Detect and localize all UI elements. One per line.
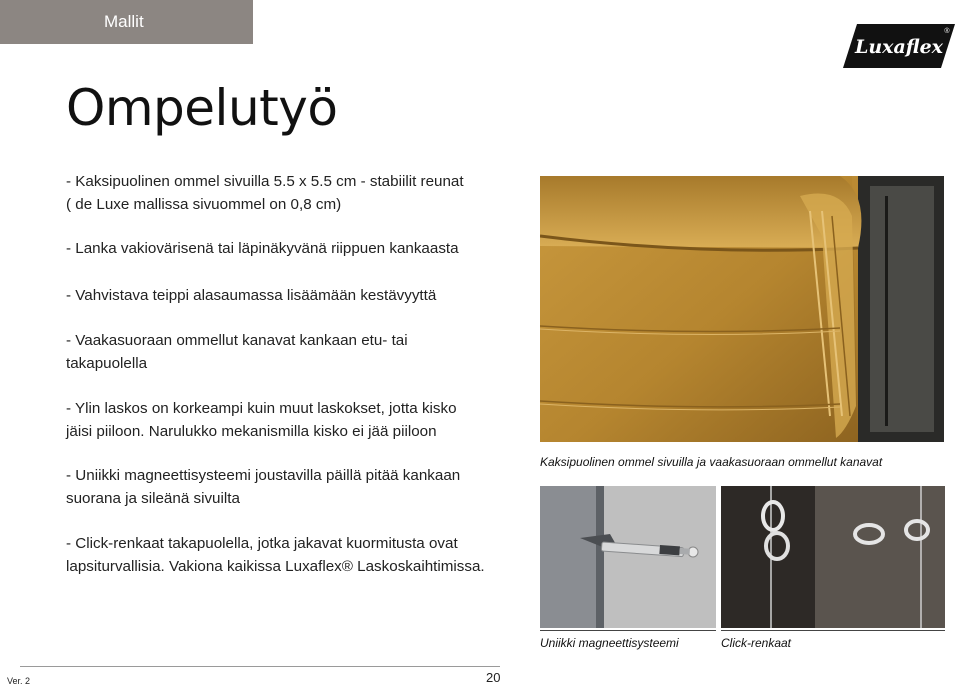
bullet-magnet: - Uniikki magneettisysteemi joustavilla päillä pitää kankaan suorana ja sileänä sivuilta <box>66 467 461 507</box>
svg-text:®: ® <box>944 28 950 35</box>
section-tab: Mallit <box>0 0 253 44</box>
magnet-photo-caption: Uniikki magneettisysteemi <box>540 636 679 650</box>
click-rings-photo <box>721 486 945 628</box>
footer-rule <box>20 666 500 667</box>
rings-caption-rule <box>721 630 945 631</box>
bullet-tape: - Vahvistava teippi alasaumassa lisäämään kestävyyttä <box>66 287 437 304</box>
fabric-fold-photo <box>540 176 944 442</box>
page-title: Ompelutyö <box>66 79 338 137</box>
bullet-side-seam: - Kaksipuolinen ommel sivuilla 5.5 x 5.5 cm - stabiilit reunat ( de Luxe mallissa sivuommel on 0,8 cm) <box>66 173 464 213</box>
magnet-caption-rule <box>540 630 716 631</box>
svg-text:Luxaflex: Luxaflex <box>854 36 944 58</box>
bullet-thread: - Lanka vakiovärisenä tai läpinäkyvänä riippuen kankaasta <box>66 240 459 257</box>
luxaflex-logo <box>843 22 955 70</box>
main-photo-caption: Kaksipuolinen ommel sivuilla ja vaakasuoraan ommellut kanavat <box>540 455 883 469</box>
bullet-top-fold: - Ylin laskos on korkeampi kuin muut laskokset, jotta kisko jäisi piiloon. Narulukko mekanismilla kisko ei jää piiloon <box>66 400 457 440</box>
bullet-click-rings: - Click-renkaat takapuolella, jotka jakavat kuormitusta ovat lapsiturvallisia. Vakiona kaikissa Luxaflex® Laskoskaihtimissa. <box>66 535 485 575</box>
version-label: Ver. 2 <box>7 676 31 686</box>
bullet-channels: - Vaakasuoraan ommellut kanavat kankaan etu- tai takapuolella <box>66 332 408 372</box>
rings-photo-caption: Click-renkaat <box>721 636 792 650</box>
magnet-system-photo <box>540 486 716 628</box>
page-number: 20 <box>486 670 501 685</box>
